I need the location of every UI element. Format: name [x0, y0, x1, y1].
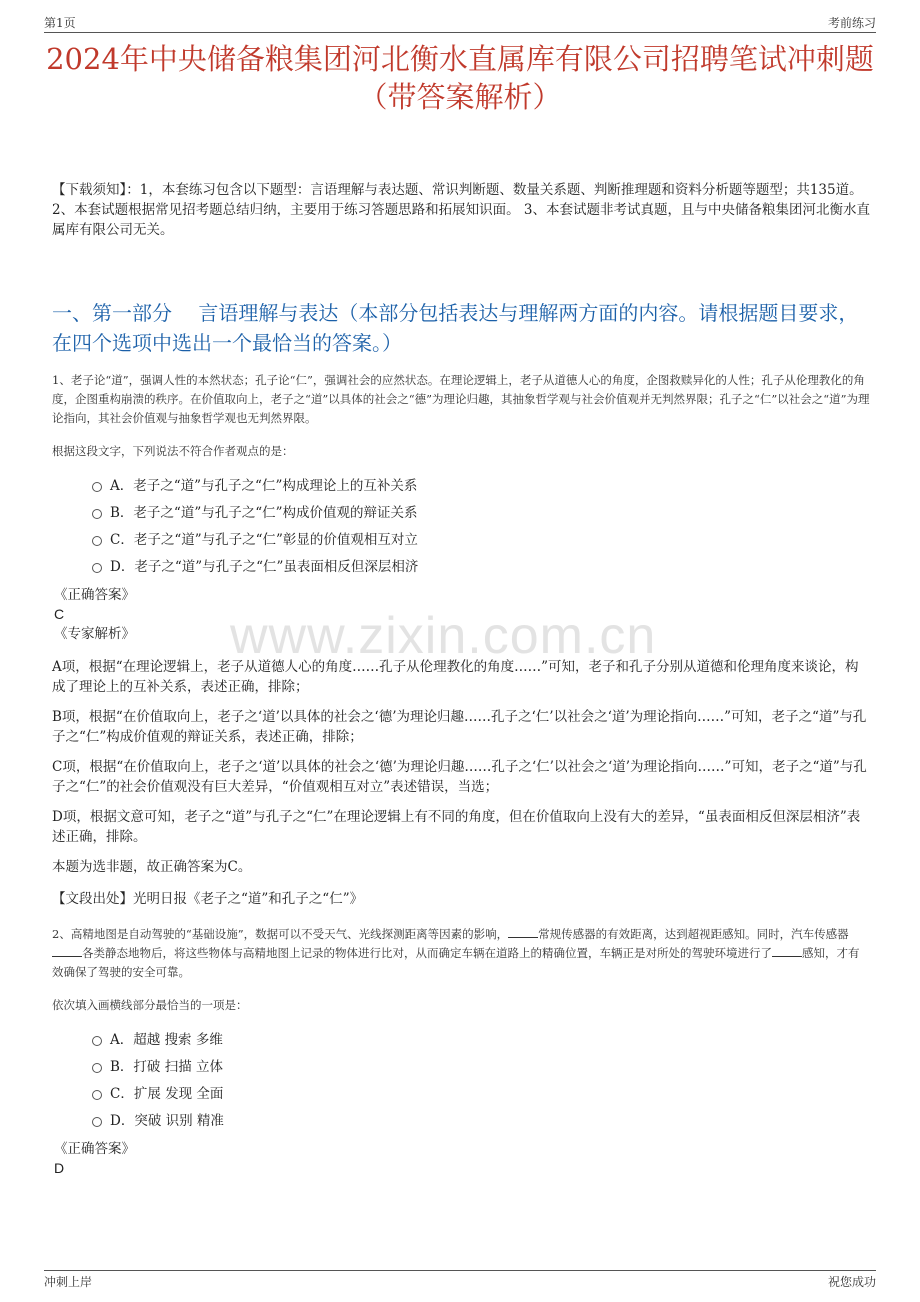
footer-left: 冲刺上岸: [44, 1275, 93, 1289]
download-notice: 【下载须知】：1，本套练习包含以下题型：言语理解与表达题、常识判断题、数量关系题、判断推理题和资料分析题等题型；共135道。 2、本套试题根据常见招考题总结归纳，主要用于练习答题思路和拓展知识面。 3、本套试题非考试真题，且与中央储备粮集团河北衡水直属库有限公司无关。: [52, 182, 870, 238]
footer-right: 祝您成功: [827, 1275, 876, 1289]
watermark: www.zixin.com.cn: [230, 607, 657, 665]
q1-answer: C: [54, 606, 65, 622]
q2-option-b[interactable]: B．打破 扫描 立体: [92, 1057, 223, 1077]
q1-prompt: 根据这段文字，下列说法不符合作者观点的是：: [52, 444, 294, 458]
q2-answer-label: 《正确答案》: [54, 1141, 135, 1157]
q2-option-a[interactable]: A．超越 搜索 多维: [92, 1030, 223, 1050]
q1-answer-label: 《正确答案》: [54, 587, 135, 603]
radio-icon[interactable]: [92, 1090, 102, 1100]
q1-option-b[interactable]: B．老子之“道”与孔子之“仁”构成价值观的辩证关系: [92, 503, 418, 523]
footer-rule: [44, 1270, 876, 1271]
q1-option-c[interactable]: C．老子之“道”与孔子之“仁”彰显的价值观相互对立: [92, 530, 418, 550]
q1-option-d[interactable]: D．老子之“道”与孔子之“仁”虽表面相反但深层相济: [92, 557, 418, 577]
page-title: 2024年中央储备粮集团河北衡水直属库有限公司招聘笔试冲刺题（带答案解析）: [46, 42, 874, 114]
q1-analysis-a: A项，根据“在理论逻辑上，老子从道德人心的角度……孔子从伦理教化的角度……”可知，老子和孔子分别从道德和伦理角度来谈论，构成了理论上的互补关系，表述正确，排除；: [52, 659, 859, 695]
q1-analysis-c: C项，根据“在价值取向上，老子之‘道’以具体的社会之‘德’为理论归趣……孔子之‘仁’以社会之‘道’为理论指向……”可知，老子之“道”与孔子之“仁”的社会价值观没有巨大差异，“价值观相互对立”表述错误，当选；: [52, 759, 867, 795]
q2-option-d[interactable]: D．突破 识别 精准: [92, 1111, 224, 1131]
q1-source: 【文段出处】光明日报《老子之“道”和孔子之“仁”》: [52, 891, 364, 907]
radio-icon[interactable]: [92, 536, 102, 546]
section-title: 一、第一部分 言语理解与表达（本部分包括表达与理解两方面的内容。请根据题目要求，在四个选项中选出一个最恰当的答案。）: [52, 301, 859, 355]
radio-icon[interactable]: [92, 563, 102, 573]
header-tag: 考前练习: [827, 16, 876, 30]
q1-option-a[interactable]: A．老子之“道”与孔子之“仁”构成理论上的互补关系: [92, 476, 417, 496]
radio-icon[interactable]: [92, 482, 102, 492]
fill-blank-1: [508, 925, 538, 938]
q1-analysis-label: 《专家解析》: [54, 626, 135, 642]
fill-blank-3: [772, 944, 802, 957]
q1-analysis-b: B项，根据“在价值取向上，老子之‘道’以具体的社会之‘德’为理论归趣……孔子之‘仁’以社会之‘道’为理论指向……”可知，老子之“道”与孔子之“仁”构成价值观的辩证关系，表述正确，排除；: [52, 709, 867, 745]
radio-icon[interactable]: [92, 1117, 102, 1127]
q2-prompt: 依次填入画横线部分最恰当的一项是：: [52, 998, 248, 1012]
q1-stem: 1、老子论“道”，强调人性的本然状态；孔子论“仁”，强调社会的应然状态。在理论逻辑上，老子从道德人心的角度，企图救赎异化的人性；孔子从伦理教化的角度，企图重构崩溃的秩序。在价值取向上，老子之“道”以具体的社会之“德”为理论归趣，其抽象哲学观与社会价值观并无判然界限；孔子之“仁”以社会之“道”为理论指向，其社会价值观与抽象哲学观也无判然界限。: [52, 373, 870, 425]
header-page-number: 第1页: [44, 16, 76, 30]
fill-blank-2: [52, 944, 82, 957]
q2-option-c[interactable]: C．扩展 发现 全面: [92, 1084, 223, 1104]
header-rule: [44, 32, 876, 33]
q1-conclusion: 本题为选非题，故正确答案为C。: [52, 859, 252, 875]
radio-icon[interactable]: [92, 1036, 102, 1046]
q1-analysis-d: D项，根据文意可知，老子之“道”与孔子之“仁”在理论逻辑上有不同的角度，但在价值取向上没有大的差异，“虽表面相反但深层相济”表述正确，排除。: [52, 809, 861, 845]
q2-answer: D: [54, 1160, 65, 1176]
q2-stem: 2、高精地图是自动驾驶的“基础设施”，数据可以不受天气、光线探测距离等因素的影响， 常规传感器的有效距离，达到超视距感知。同时，汽车传感器各类静态地物后，将这些物体与高精地图上记录的物体进行比对，从而确定车辆在道路上的精确位置，车辆正是对所处的驾驶环境进行了 感知，才有效确保了驾驶的安全可靠。: [52, 927, 860, 979]
radio-icon[interactable]: [92, 1063, 102, 1073]
radio-icon[interactable]: [92, 509, 102, 519]
